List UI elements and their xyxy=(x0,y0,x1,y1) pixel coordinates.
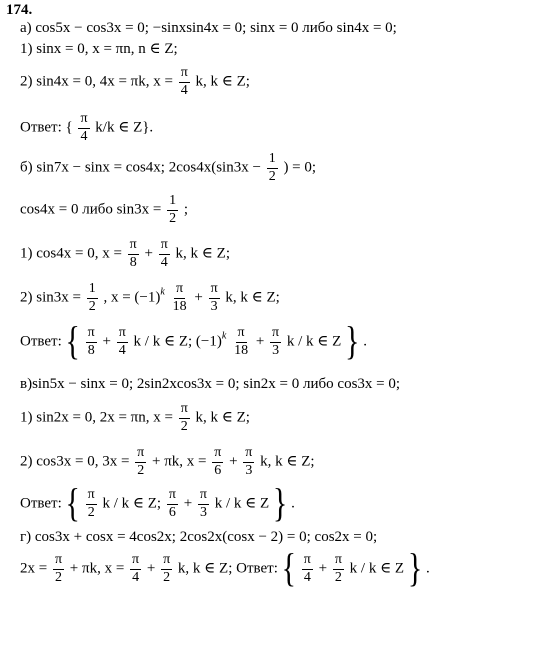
fraction: $\frac{\pi}{8}$ xyxy=(129,237,137,270)
text: k / k ∈ Z xyxy=(349,560,405,577)
text: ; xyxy=(183,201,188,218)
part-a-line-1: а) cos5x − cos3x = 0; −sinxsin4x = 0; sinx = 0 либо sin4x = 0; xyxy=(20,20,397,36)
part-b-line-3 xyxy=(20,238,230,270)
text: + xyxy=(318,560,328,577)
text: 1) cos4x = 0, x = xyxy=(20,245,122,262)
problem-number: 174. xyxy=(6,2,33,18)
fraction: $\frac{\pi}{3}$ xyxy=(210,281,218,314)
fraction: $\frac{\pi}{4}$ xyxy=(132,552,140,585)
text: k/k ∈ Z}. xyxy=(95,119,154,136)
fraction: $\frac{\pi}{2}$ xyxy=(137,445,145,478)
fraction: $\frac{\pi}{2}$ xyxy=(163,552,171,585)
fraction: $\frac{\pi}{8}$ xyxy=(87,325,95,358)
part-g-line-1: г) cos3x + cosx = 4cos2x; 2cos2x(cosx − 2) = 0; cos2x = 0; xyxy=(20,529,378,545)
exponent: k xyxy=(221,330,227,342)
text: + xyxy=(102,333,111,350)
text: k / k ∈ Z; (−1) xyxy=(133,333,222,350)
fraction: $\frac{\pi}{6}$ xyxy=(168,487,176,520)
text: + πk, x = xyxy=(69,560,125,577)
text: Ответ: xyxy=(20,333,62,350)
part-v-line-2 xyxy=(20,402,250,434)
text: 2) sin3x = xyxy=(20,289,81,306)
fraction: $\frac{\pi}{4}$ xyxy=(180,65,188,98)
text: . xyxy=(291,495,295,512)
text: k, k ∈ Z; xyxy=(195,73,250,90)
exponent: k xyxy=(160,286,165,298)
text: 2) sin4x = 0, 4x = πk, x = xyxy=(20,73,173,90)
fraction: $\frac{\pi}{3}$ xyxy=(245,445,253,478)
text: + πk, x = xyxy=(152,453,207,470)
fraction: $\frac{\pi}{4}$ xyxy=(118,325,126,358)
text: + xyxy=(183,495,193,512)
fraction: $\frac{\pi}{6}$ xyxy=(214,445,222,478)
part-b-line-1 xyxy=(20,152,316,184)
part-b-answer xyxy=(20,319,367,364)
text: + xyxy=(146,560,156,577)
text: б) sin7x − sinx = cos4x; 2cos4x(sin3x − xyxy=(20,159,261,176)
fraction: $\frac{\pi}{4}$ xyxy=(303,552,311,585)
text: + xyxy=(255,333,265,350)
fraction: $\frac{1}{2}$ xyxy=(88,281,96,314)
left-brace: { xyxy=(281,546,297,591)
left-brace: { xyxy=(65,319,80,364)
text: 2x = xyxy=(20,560,48,577)
right-brace: } xyxy=(345,319,360,364)
part-v-answer xyxy=(20,481,295,526)
fraction: $\frac{\pi}{18}$ xyxy=(234,325,249,358)
part-b-line-2 xyxy=(20,194,188,226)
part-a-line-3 xyxy=(20,66,250,98)
fraction: $\frac{1}{2}$ xyxy=(268,151,276,184)
text: k, k ∈ Z; xyxy=(225,289,280,306)
text: k / k ∈ Z xyxy=(214,495,270,512)
text: k, k ∈ Z; xyxy=(175,245,230,262)
text: + xyxy=(229,453,238,470)
fraction: $\frac{\pi}{3}$ xyxy=(272,325,280,358)
text: k / k ∈ Z xyxy=(286,333,342,350)
fraction: $\frac{\pi}{4}$ xyxy=(80,111,88,144)
text: 1) sin2x = 0, 2x = πn, x = xyxy=(20,409,173,426)
text: + xyxy=(144,245,153,262)
text: . xyxy=(426,560,430,577)
text: cos4x = 0 либо sin3x = xyxy=(20,201,162,218)
text: 2) cos3x = 0, 3x = xyxy=(20,453,130,470)
fraction: $\frac{1}{2}$ xyxy=(169,193,177,226)
text: k, k ∈ Z; Ответ: xyxy=(177,560,278,577)
part-v-line-1: в)sin5x − sinx = 0; 2sin2xcos3x = 0; sin2x = 0 либо cos3x = 0; xyxy=(20,376,401,392)
text: k, k ∈ Z; xyxy=(195,409,250,426)
part-a-answer xyxy=(20,112,153,144)
fraction: $\frac{\pi}{2}$ xyxy=(54,552,63,585)
fraction: $\frac{\pi}{2}$ xyxy=(180,401,188,434)
fraction: $\frac{\pi}{2}$ xyxy=(334,552,342,585)
part-g-line-2 xyxy=(20,546,430,591)
text: k / k ∈ Z; xyxy=(102,495,162,512)
text: . xyxy=(363,333,367,350)
text: ) = 0; xyxy=(283,159,317,176)
right-brace: } xyxy=(272,481,288,526)
fraction: $\frac{\pi}{3}$ xyxy=(199,487,207,520)
right-brace: } xyxy=(407,546,423,591)
fraction: $\frac{\pi}{2}$ xyxy=(87,487,95,520)
fraction: $\frac{\pi}{4}$ xyxy=(160,237,168,270)
fraction: $\frac{\pi}{18}$ xyxy=(172,281,187,314)
text: + xyxy=(194,289,203,306)
text: k, k ∈ Z; xyxy=(260,453,315,470)
text: Ответ: xyxy=(20,495,62,512)
part-a-line-2: 1) sinx = 0, x = πn, n ∈ Z; xyxy=(20,41,178,57)
part-b-line-4 xyxy=(20,282,280,314)
text: Ответ: { xyxy=(20,119,73,136)
text: , x = (−1) xyxy=(103,289,161,306)
left-brace: { xyxy=(65,481,80,526)
part-v-line-3 xyxy=(20,446,315,478)
